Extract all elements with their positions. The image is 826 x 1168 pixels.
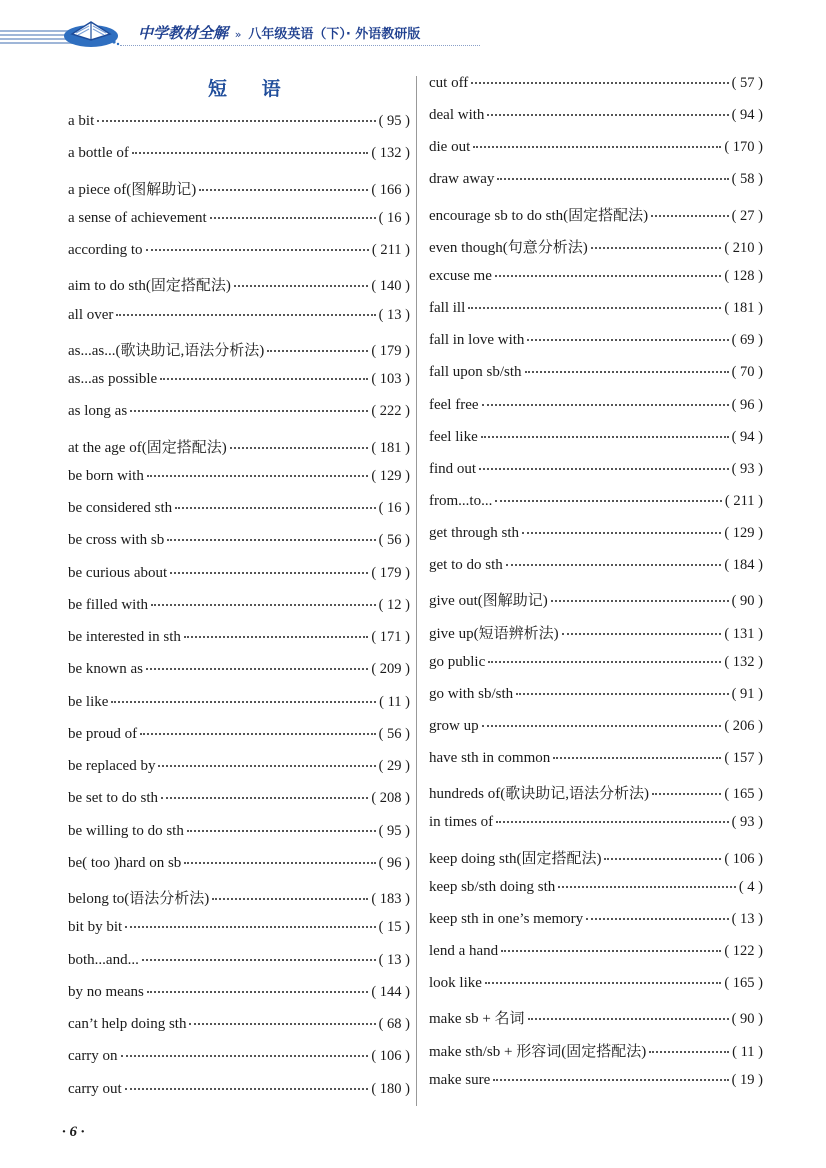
page-reference: ( 103 ): [371, 371, 410, 387]
page-reference: ( 211 ): [371, 242, 410, 258]
dot-leader: [604, 858, 721, 860]
phrase-entry: [68, 1016, 410, 1038]
phrase-term: keep sth in one’s memory: [429, 910, 584, 927]
page-reference: ( 12 ): [378, 596, 410, 613]
dot-leader: [501, 950, 721, 952]
page-number: · 6 ·: [62, 1124, 85, 1140]
page-reference: ( 157 ): [724, 750, 763, 767]
phrase-entry: [429, 461, 763, 483]
phrase-term: give up(短语辨析法): [429, 625, 559, 642]
phrase-term: be known as: [68, 661, 143, 678]
phrase-entry: [429, 300, 763, 322]
phrase-entry: [68, 952, 410, 974]
phrase-term: have sth in common: [429, 750, 551, 767]
dot-leader: [649, 1051, 729, 1053]
dot-leader: [522, 532, 721, 534]
header-rule: [120, 45, 480, 46]
dot-leader: [230, 447, 369, 449]
phrase-entry: [68, 178, 410, 200]
page-reference: ( 129 ): [371, 467, 410, 484]
phrase-entry: [68, 532, 410, 554]
phrase-term: get through sth: [429, 525, 519, 542]
page-reference: ( 132 ): [724, 653, 763, 670]
page-reference: ( 166 ): [371, 181, 410, 198]
page-reference: ( 132 ): [371, 145, 410, 162]
phrase-term: aim to do sth(固定搭配法): [68, 278, 231, 295]
page-reference: ( 16 ): [378, 209, 410, 226]
phrase-entry: [68, 855, 410, 877]
phrase-term: die out: [429, 139, 471, 156]
phrase-entry: [429, 268, 763, 290]
dot-leader: [140, 733, 375, 735]
phrase-entry: [429, 622, 763, 644]
dot-leader: [562, 633, 722, 635]
phrase-term: bit by bit: [68, 919, 123, 936]
page-reference: ( 129 ): [724, 525, 763, 542]
page-reference: ( 91 ): [731, 685, 763, 702]
dot-leader: [471, 82, 728, 84]
page-reference: ( 16 ): [378, 500, 410, 516]
phrase-entry: [429, 750, 763, 772]
phrase-entry: [68, 210, 410, 232]
phrase-entry: [68, 242, 410, 264]
phrase-entry: [68, 403, 410, 425]
dot-leader: [158, 765, 375, 767]
phrase-entry: [429, 1040, 763, 1062]
dot-leader: [496, 821, 728, 823]
phrase-term: encourage sb to do sth(固定搭配法): [429, 207, 649, 224]
series-title: 中学教材全解: [138, 24, 229, 42]
page-reference: ( 106 ): [724, 850, 763, 867]
phrase-entry: [429, 782, 763, 804]
chevron-icon: »: [234, 28, 242, 41]
page-reference: ( 56 ): [378, 725, 410, 742]
dot-leader: [187, 830, 376, 832]
dot-leader: [528, 1018, 729, 1020]
phrase-term: by no means: [68, 983, 144, 1000]
page-reference: ( 179 ): [371, 564, 410, 581]
phrase-term: find out: [429, 460, 477, 477]
dot-leader: [586, 918, 728, 920]
dot-leader: [132, 152, 369, 154]
phrase-entry: [68, 694, 410, 716]
page-reference: ( 69 ): [731, 332, 763, 349]
page-reference: ( 222 ): [371, 403, 410, 420]
page-reference: ( 90 ): [731, 593, 763, 610]
phrase-term: be born with: [68, 467, 144, 484]
dot-leader: [142, 959, 376, 961]
phrase-term: even though(句意分析法): [429, 239, 588, 256]
page-reference: ( 11 ): [379, 693, 410, 710]
dot-leader: [482, 725, 722, 727]
page-reference: ( 208 ): [371, 790, 410, 807]
phrase-term: be cross with sb: [68, 532, 165, 549]
page-reference: ( 56 ): [378, 532, 410, 549]
header-title: [138, 22, 420, 43]
page-reference: ( 131 ): [724, 625, 763, 642]
page-reference: ( 94 ): [731, 107, 763, 124]
phrase-term: all over: [68, 306, 114, 323]
page-reference: ( 15 ): [378, 919, 410, 936]
phrase-term: at the age of(固定搭配法): [68, 439, 227, 456]
dot-leader: [184, 636, 368, 638]
page-reference: ( 68 ): [378, 1016, 410, 1032]
phrase-entry: [68, 887, 410, 909]
page-reference: ( 209 ): [371, 661, 410, 678]
dot-leader: [212, 898, 368, 900]
page-reference: ( 170 ): [724, 139, 763, 156]
dot-leader: [551, 600, 729, 602]
phrase-term: as...as possible: [68, 371, 158, 387]
phrase-term: a bottle of: [68, 145, 129, 162]
phrase-term: can’t help doing sth: [68, 1016, 187, 1032]
phrase-entry: [429, 718, 763, 740]
phrase-term: fall upon sb/sth: [429, 364, 522, 381]
page-reference: ( 70 ): [731, 364, 763, 381]
dot-leader: [199, 189, 368, 191]
page-reference: ( 93 ): [731, 460, 763, 477]
dot-leader: [482, 404, 729, 406]
phrase-entry: [68, 726, 410, 748]
page-reference: ( 94 ): [731, 428, 763, 445]
phrase-term: as...as...(歌诀助记,语法分析法): [68, 342, 265, 359]
page-reference: ( 181 ): [371, 439, 410, 456]
phrase-entry: [68, 629, 410, 651]
phrase-term: carry on: [68, 1048, 118, 1065]
page-reference: ( 181 ): [724, 300, 763, 317]
dot-leader: [525, 371, 729, 373]
phrase-term: make sth/sb + 形容词(固定搭配法): [429, 1043, 647, 1060]
dot-leader: [125, 926, 375, 928]
phrase-entry: [429, 557, 763, 579]
phrase-term: be filled with: [68, 596, 148, 613]
page-reference: ( 27 ): [731, 207, 763, 224]
phrase-term: make sb + 名词: [429, 1011, 525, 1028]
dot-leader: [493, 1079, 728, 1081]
phrase-entry: [68, 1048, 410, 1070]
page-reference: ( 93 ): [731, 814, 763, 831]
phrase-entry: [429, 654, 763, 676]
page-reference: ( 13 ): [731, 910, 763, 927]
dot-leader: [468, 307, 721, 309]
phrase-term: be willing to do sth: [68, 822, 184, 839]
phrase-entry: [68, 790, 410, 812]
phrase-term: feel like: [429, 428, 478, 445]
page-reference: ( 95 ): [378, 113, 410, 129]
phrase-term: hundreds of(歌诀助记,语法分析法): [429, 786, 649, 803]
phrase-entry: [429, 847, 763, 869]
phrase-term: deal with: [429, 107, 485, 124]
dot-leader: [147, 475, 369, 477]
dot-leader: [497, 178, 728, 180]
phrase-entry: [429, 1072, 763, 1094]
phrase-entry: [68, 758, 410, 780]
page-reference: ( 96 ): [378, 854, 410, 871]
phrase-term: in times of: [429, 814, 494, 831]
page-reference: ( 13 ): [378, 306, 410, 323]
phrase-term: look like: [429, 975, 482, 992]
page-reference: ( 95 ): [378, 822, 410, 839]
phrase-term: be considered sth: [68, 500, 173, 516]
dot-leader: [488, 661, 721, 663]
phrase-entry: [429, 911, 763, 933]
page-reference: ( 96 ): [731, 396, 763, 413]
phrase-term: be replaced by: [68, 758, 156, 774]
page-reference: ( 179 ): [371, 342, 410, 359]
dot-leader: [481, 436, 729, 438]
phrase-entry: [68, 823, 410, 845]
page-reference: ( 128 ): [724, 267, 763, 284]
dot-leader: [147, 991, 369, 993]
phrase-entry: [429, 332, 763, 354]
phrase-term: according to: [68, 242, 143, 258]
phrase-entry: [68, 274, 410, 296]
book-title: 八年级英语（下）· 外语教研版: [248, 27, 421, 42]
page-reference: ( 211 ): [724, 492, 763, 509]
page-reference: ( 57 ): [731, 75, 763, 91]
phrase-term: lend a hand: [429, 943, 499, 960]
dot-leader: [170, 572, 368, 574]
dot-leader: [146, 668, 368, 670]
phrase-entry: [68, 984, 410, 1006]
page-reference: ( 206 ): [724, 718, 763, 734]
dot-leader: [479, 468, 728, 470]
phrase-term: excuse me: [429, 267, 492, 284]
phrase-entry: [429, 686, 763, 708]
dot-leader: [160, 378, 368, 380]
phrase-term: keep sb/sth doing sth: [429, 878, 556, 895]
dot-leader: [210, 217, 376, 219]
phrase-term: a bit: [68, 113, 95, 129]
phrase-term: a sense of achievement: [68, 209, 207, 226]
dot-leader: [473, 146, 721, 148]
phrase-term: belong to(语法分析法): [68, 891, 210, 907]
phrase-entry: [68, 661, 410, 683]
phrase-term: keep doing sth(固定搭配法): [429, 850, 602, 867]
dot-leader: [184, 862, 375, 864]
dot-leader: [234, 285, 368, 287]
dot-leader: [146, 249, 369, 251]
page-reference: ( 11 ): [732, 1043, 763, 1060]
phrase-term: cut off: [429, 75, 469, 91]
dot-leader: [175, 507, 375, 509]
phrase-entry: [68, 1081, 410, 1103]
page-header: [0, 0, 826, 52]
phrase-term: carry out: [68, 1080, 122, 1097]
page-reference: ( 19 ): [731, 1071, 763, 1088]
phrase-term: go public: [429, 653, 486, 670]
dot-leader: [591, 247, 722, 249]
dot-leader: [553, 757, 721, 759]
phrase-entry: [68, 339, 410, 361]
phrase-term: give out(图解助记): [429, 593, 548, 610]
phrase-entry: [68, 371, 410, 393]
phrase-entry: [429, 364, 763, 386]
phrase-entry: [429, 397, 763, 419]
phrase-term: go with sb/sth: [429, 685, 514, 702]
phrase-term: draw away: [429, 171, 495, 188]
phrase-entry: [68, 307, 410, 329]
dot-leader: [558, 886, 736, 888]
page-reference: ( 29 ): [378, 758, 410, 774]
dot-leader: [652, 793, 721, 795]
phrase-term: from...to...: [429, 492, 493, 509]
page-reference: ( 144 ): [371, 983, 410, 1000]
phrase-entry: [429, 493, 763, 515]
phrase-entry: [429, 171, 763, 193]
dot-leader: [487, 114, 728, 116]
phrase-term: a piece of(图解助记): [68, 181, 197, 198]
dot-leader: [651, 215, 728, 217]
phrase-entry: [68, 113, 410, 135]
dot-leader: [97, 120, 375, 122]
dot-leader: [121, 1055, 369, 1057]
phrase-term: be interested in sth: [68, 629, 181, 645]
phrase-entry: [429, 1007, 763, 1029]
phrase-term: fall in love with: [429, 332, 525, 349]
dot-leader: [125, 1088, 369, 1090]
phrase-term: feel free: [429, 396, 479, 413]
phrase-entry: [68, 145, 410, 167]
column-divider: [416, 76, 417, 1106]
book-logo-icon: [62, 14, 120, 48]
phrase-entry: [68, 468, 410, 490]
phrase-entry: [429, 589, 763, 611]
phrase-term: get to do sth: [429, 557, 503, 574]
phrase-term: as long as: [68, 403, 128, 420]
page-reference: ( 13 ): [378, 951, 410, 968]
phrase-term: grow up: [429, 718, 479, 734]
page-reference: ( 180 ): [371, 1080, 410, 1097]
dot-leader: [189, 1023, 375, 1025]
phrase-term: be proud of: [68, 725, 138, 742]
phrase-entry: [429, 107, 763, 129]
phrase-entry: [68, 597, 410, 619]
phrase-term: be curious about: [68, 564, 168, 581]
phrase-entry: [429, 975, 763, 997]
phrase-entry: [429, 525, 763, 547]
dot-leader: [485, 982, 721, 984]
dot-leader: [130, 410, 368, 412]
page-reference: ( 184 ): [724, 557, 763, 574]
dot-leader: [151, 604, 376, 606]
phrase-entry: [429, 236, 763, 258]
dot-leader: [495, 275, 721, 277]
phrase-term: be like: [68, 693, 109, 710]
dot-leader: [116, 314, 375, 316]
section-title: 短 语: [208, 78, 295, 100]
dot-leader: [506, 564, 722, 566]
phrase-entry: [429, 204, 763, 226]
phrase-term: make sure: [429, 1071, 491, 1088]
page-reference: ( 106 ): [371, 1048, 410, 1065]
page-reference: ( 140 ): [371, 278, 410, 295]
dot-leader: [527, 339, 728, 341]
page-reference: ( 165 ): [724, 975, 763, 992]
phrase-entry: [429, 943, 763, 965]
phrase-term: fall ill: [429, 300, 466, 317]
page-reference: ( 122 ): [724, 943, 763, 960]
phrase-entry: [68, 565, 410, 587]
phrase-entry: [68, 919, 410, 941]
dot-leader: [111, 701, 376, 703]
page-reference: ( 210 ): [724, 239, 763, 256]
phrase-entry: [429, 139, 763, 161]
phrase-entry: [429, 429, 763, 451]
page-reference: ( 4 ): [738, 878, 763, 895]
phrase-entry: [429, 814, 763, 836]
dot-leader: [167, 539, 375, 541]
phrase-term: be( too )hard on sb: [68, 854, 182, 871]
phrase-term: be set to do sth: [68, 790, 158, 807]
dot-leader: [161, 797, 368, 799]
phrase-term: both...and...: [68, 951, 139, 968]
dot-leader: [495, 500, 722, 502]
phrase-entry: [429, 75, 763, 97]
page-reference: ( 165 ): [724, 786, 763, 803]
phrase-entry: [68, 436, 410, 458]
page-reference: ( 183 ): [371, 891, 410, 907]
phrase-entry: [68, 500, 410, 522]
dot-leader: [267, 350, 368, 352]
page-reference: ( 90 ): [731, 1011, 763, 1028]
phrase-entry: [429, 879, 763, 901]
page-reference: ( 171 ): [371, 629, 410, 645]
page-reference: ( 58 ): [731, 171, 763, 188]
dot-leader: [516, 693, 728, 695]
